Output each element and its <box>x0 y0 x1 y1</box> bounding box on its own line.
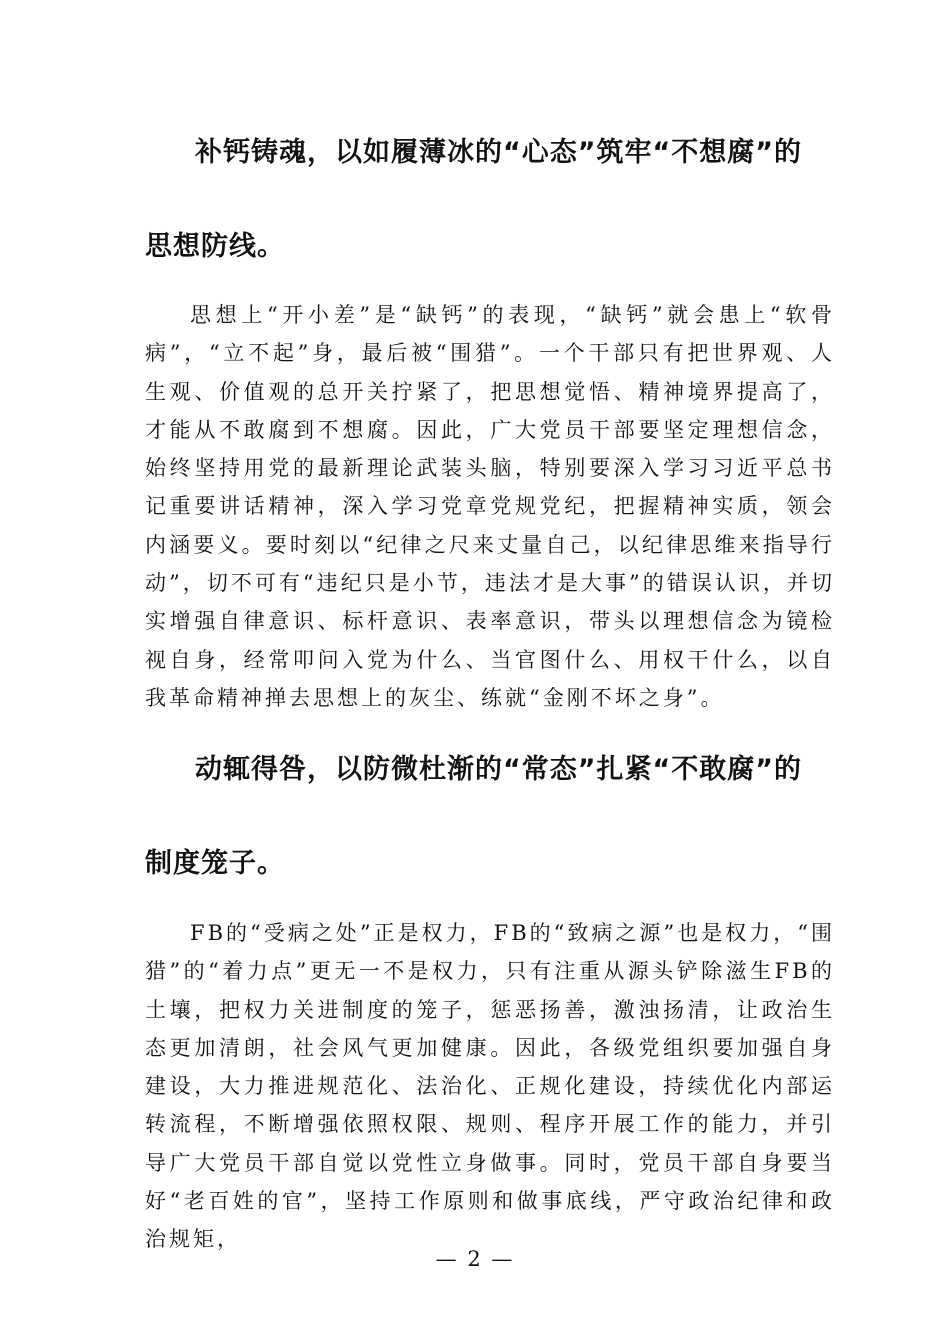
section-heading-2-line-1: 动辄得咎，以防微杜渐的“常态”扎紧“不敢腐”的 <box>195 754 802 785</box>
section-heading-1-line-2: 思想防线。 <box>145 231 285 262</box>
section-heading-2-line-2: 制度笼子。 <box>145 848 285 879</box>
section-heading-1 <box>145 133 825 267</box>
section-paragraph-2: FB的“受病之处”正是权力，FB的“致病之源”也是权力，“围猎”的“着力点”更无一不是权力，只有注重从源头铲除滋生FB的土壤，把权力关进制度的笼子，惩恶扬善，激浊扬清，让政治生态更加清朗，社会风气更加健康。因此，各级党组织要加强自身建设，大力推进规范化、法治化、正规化建设，持续优化内部运转流程，不断增强依照权限、规则、程序开展工作的能力，并引导广大党员干部自觉以党性立身做事。同时，党员干部自身要当好“老百姓的官”，坚持工作原则和做事底线，严守政治纪律和政治规矩， <box>145 921 835 1252</box>
page-number: — 2 — <box>435 1247 515 1271</box>
section-heading-2 <box>145 750 825 884</box>
section-heading-1-line-1: 补钙铸魂，以如履薄冰的“心态”筑牢“不想腐”的 <box>195 137 802 168</box>
section-paragraph-1: 思想上“开小差”是“缺钙”的表现，“缺钙”就会患上“软骨病”，“立不起”身，最后被“围猎”。一个干部只有把世界观、人生观、价值观的总开关拧紧了，把思想觉悟、精神境界提高了，才能从不敢腐到不想腐。因此，广大党员干部要坚定理想信念，始终坚持用党的最新理论武装头脑，特别要深入学习习近平总书记重要讲话精神，深入学习党章党规党纪，把握精神实质，领会内涵要义。要时刻以“纪律之尺来丈量自己，以纪律思维来指导行动”，切不可有“违纪只是小节，违法才是大事”的错误认识，并切实增强自律意识、标杆意识、表率意识，带头以理想信念为镜检视自身，经常叩问入党为什么、当官图什么、用权干什么，以自我革命精神掸去思想上的灰尘、练就“金刚不坏之身”。 <box>145 303 835 710</box>
